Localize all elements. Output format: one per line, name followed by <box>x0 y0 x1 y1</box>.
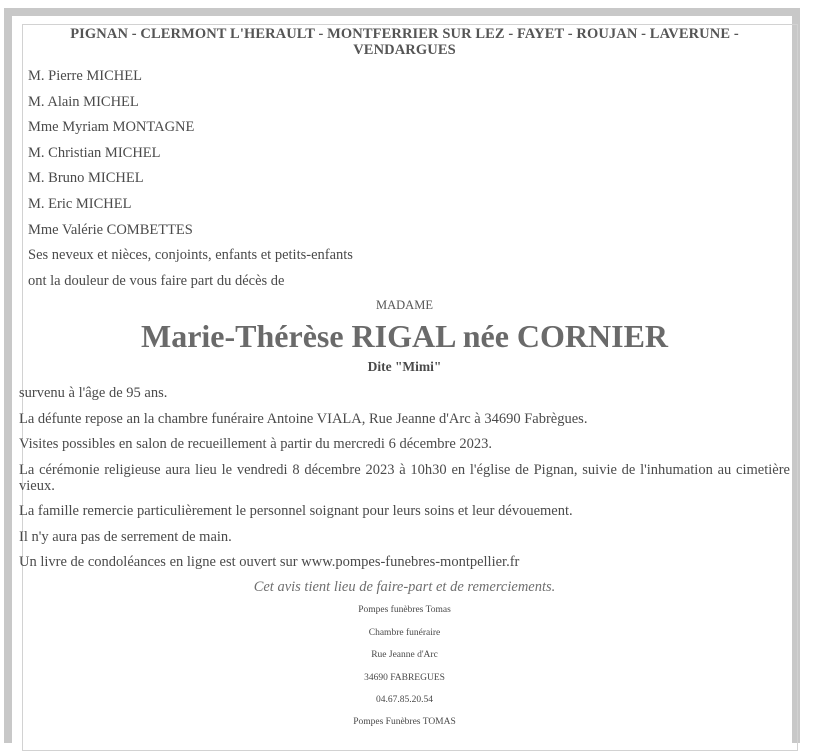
agency-line: Rue Jeanne d'Arc <box>371 650 438 661</box>
family-member: Mme Valérie COMBETTES <box>28 221 193 238</box>
agency-line: Pompes Funèbres TOMAS <box>353 717 456 728</box>
announcement-line: ont la douleur de vous faire part du décès de <box>28 272 285 289</box>
death-notice <box>19 26 790 750</box>
family-member: Mme Myriam MONTAGNE <box>28 119 195 136</box>
paragraph-visits: Visites possibles en salon de recueillement à partir du mercredi 6 décembre 2023. <box>19 436 493 453</box>
family-member: Ses neveux et nièces, conjoints, enfants et petits-enfants <box>28 247 353 264</box>
notice-body <box>19 385 790 570</box>
paragraph-thanks: La famille remercie particulièrement le personnel soignant pour leurs soins et leur dévouement. <box>19 503 573 520</box>
family-member: M. Alain MICHEL <box>28 93 139 110</box>
family-list <box>28 64 790 294</box>
agency-line: 34690 FABREGUES <box>364 672 445 683</box>
paragraph-no-handshake: Il n'y aura pas de serrement de main. <box>19 528 232 545</box>
agency-phone: 04.67.85.20.54 <box>376 694 433 705</box>
paragraph-age: survenu à l'âge de 95 ans. <box>19 385 168 402</box>
agency-line: Chambre funéraire <box>368 627 441 638</box>
deceased-name: Marie-Thérèse RIGAL née CORNIER <box>140 318 669 355</box>
closing-note: Cet avis tient lieu de faire-part et de remerciements. <box>253 579 556 596</box>
family-member: M. Pierre MICHEL <box>28 68 142 84</box>
deceased-title: MADAME <box>376 298 433 313</box>
paragraph-condolence-book: Un livre de condoléances en ligne est ouvert sur www.pompes-funebres-montpellier.fr <box>19 554 520 571</box>
paragraph-rest-place: La défunte repose an la chambre funéraire Antoine VIALA, Rue Jeanne d'Arc à 34690 Fabrègues. <box>19 410 588 427</box>
family-member: M. Eric MICHEL <box>28 195 132 212</box>
funeral-agency-block <box>19 599 790 733</box>
family-member: M. Bruno MICHEL <box>28 170 144 187</box>
agency-line: Pompes funèbres Tomas <box>358 605 451 616</box>
towns-header: PIGNAN - CLERMONT L'HERAULT - MONTFERRIER SUR LEZ - FAYET - ROUJAN - LAVERUNE - VENDARGUES <box>70 26 739 58</box>
paragraph-ceremony: La cérémonie religieuse aura lieu le vendredi 8 décembre 2023 à 10h30 en l'église de Pignan, suivie de l'inhumation au cimetière vieux. <box>19 461 790 494</box>
deceased-nickname: Dite "Mimi" <box>367 359 442 375</box>
family-member: M. Christian MICHEL <box>28 144 161 161</box>
